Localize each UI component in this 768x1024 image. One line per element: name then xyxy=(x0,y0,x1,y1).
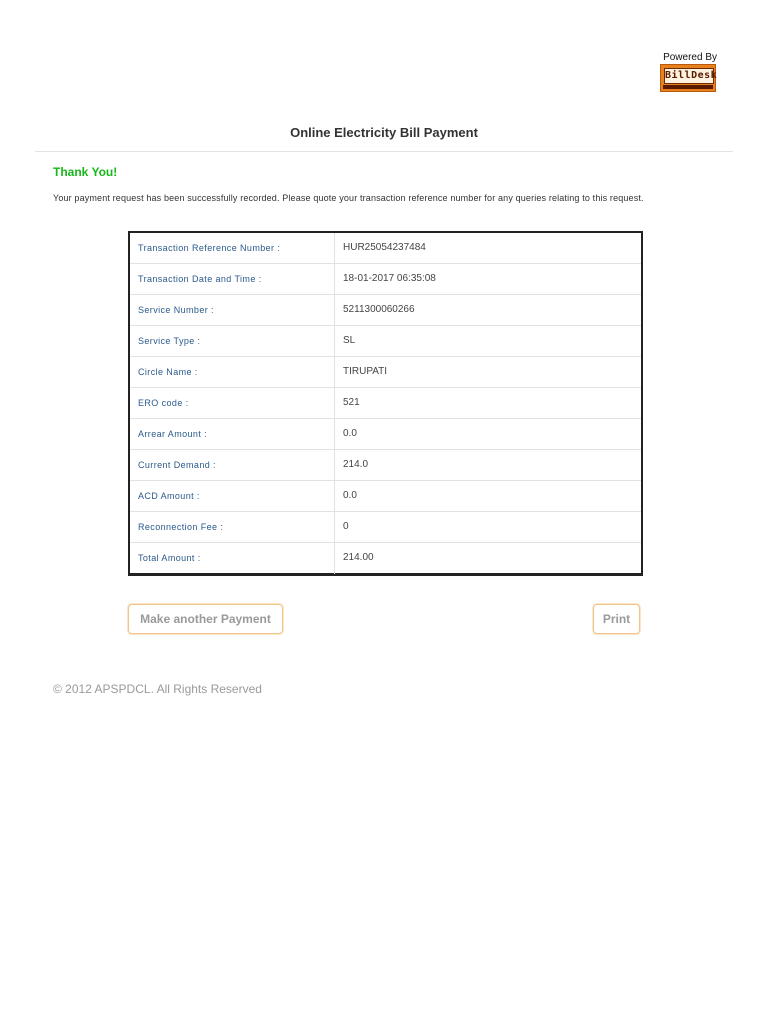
row-value: 521 xyxy=(343,397,360,408)
row-label: Service Type : xyxy=(138,336,201,346)
table-row xyxy=(130,326,641,357)
row-label: Transaction Reference Number : xyxy=(138,243,281,253)
row-label: Transaction Date and Time : xyxy=(138,274,262,284)
row-value: 0.0 xyxy=(343,490,357,501)
row-label: Current Demand : xyxy=(138,460,216,470)
row-label: Arrear Amount : xyxy=(138,429,208,439)
table-row xyxy=(130,295,641,326)
row-value: SL xyxy=(343,335,356,346)
title-divider xyxy=(35,151,733,152)
column-divider xyxy=(334,481,335,512)
row-label: Service Number : xyxy=(138,305,214,315)
column-divider xyxy=(334,419,335,450)
row-label: Circle Name : xyxy=(138,367,198,377)
table-row xyxy=(130,264,641,295)
table-row xyxy=(130,450,641,481)
row-value: 214.0 xyxy=(343,459,369,470)
table-row xyxy=(130,481,641,512)
row-label: ERO code : xyxy=(138,398,189,408)
table-row xyxy=(130,512,641,543)
column-divider xyxy=(334,543,335,574)
row-value: 5211300060266 xyxy=(343,304,415,315)
row-value: 18-01-2017 06:35:08 xyxy=(343,273,436,284)
print-button[interactable]: Print xyxy=(593,604,640,634)
row-value: 0 xyxy=(343,521,349,532)
row-label: Reconnection Fee : xyxy=(138,522,224,532)
page-title: Online Electricity Bill Payment xyxy=(290,125,478,140)
table-row xyxy=(130,357,641,388)
column-divider xyxy=(334,326,335,357)
powered-by-label: Powered By xyxy=(663,52,717,63)
column-divider xyxy=(334,388,335,419)
billdesk-brand-badge xyxy=(660,64,716,92)
confirmation-message: Your payment request has been successfully recorded. Please quote your transaction reference number for any queries relating to this request. xyxy=(53,193,644,203)
transaction-details-table xyxy=(128,231,643,576)
billdesk-brand-text: BillDesk xyxy=(664,68,714,84)
row-label: Total Amount : xyxy=(138,553,201,563)
column-divider xyxy=(334,233,335,264)
thank-you-heading: Thank You! xyxy=(53,165,118,179)
row-value: 214.00 xyxy=(343,552,374,563)
make-another-payment-button[interactable]: Make another Payment xyxy=(128,604,283,634)
copyright-footer: © 2012 APSPDCL. All Rights Reserved xyxy=(53,682,262,696)
column-divider xyxy=(334,512,335,543)
table-row xyxy=(130,388,641,419)
column-divider xyxy=(334,264,335,295)
column-divider xyxy=(334,357,335,388)
table-row xyxy=(130,233,641,264)
row-label: ACD Amount : xyxy=(138,491,200,501)
table-row xyxy=(130,543,641,574)
row-value: HUR25054237484 xyxy=(343,242,426,253)
row-value: TIRUPATI xyxy=(343,366,388,377)
billdesk-tagline-bar xyxy=(663,85,713,89)
column-divider xyxy=(334,450,335,481)
column-divider xyxy=(334,295,335,326)
table-row xyxy=(130,419,641,450)
billdesk-logo xyxy=(659,52,717,94)
row-value: 0.0 xyxy=(343,428,357,439)
